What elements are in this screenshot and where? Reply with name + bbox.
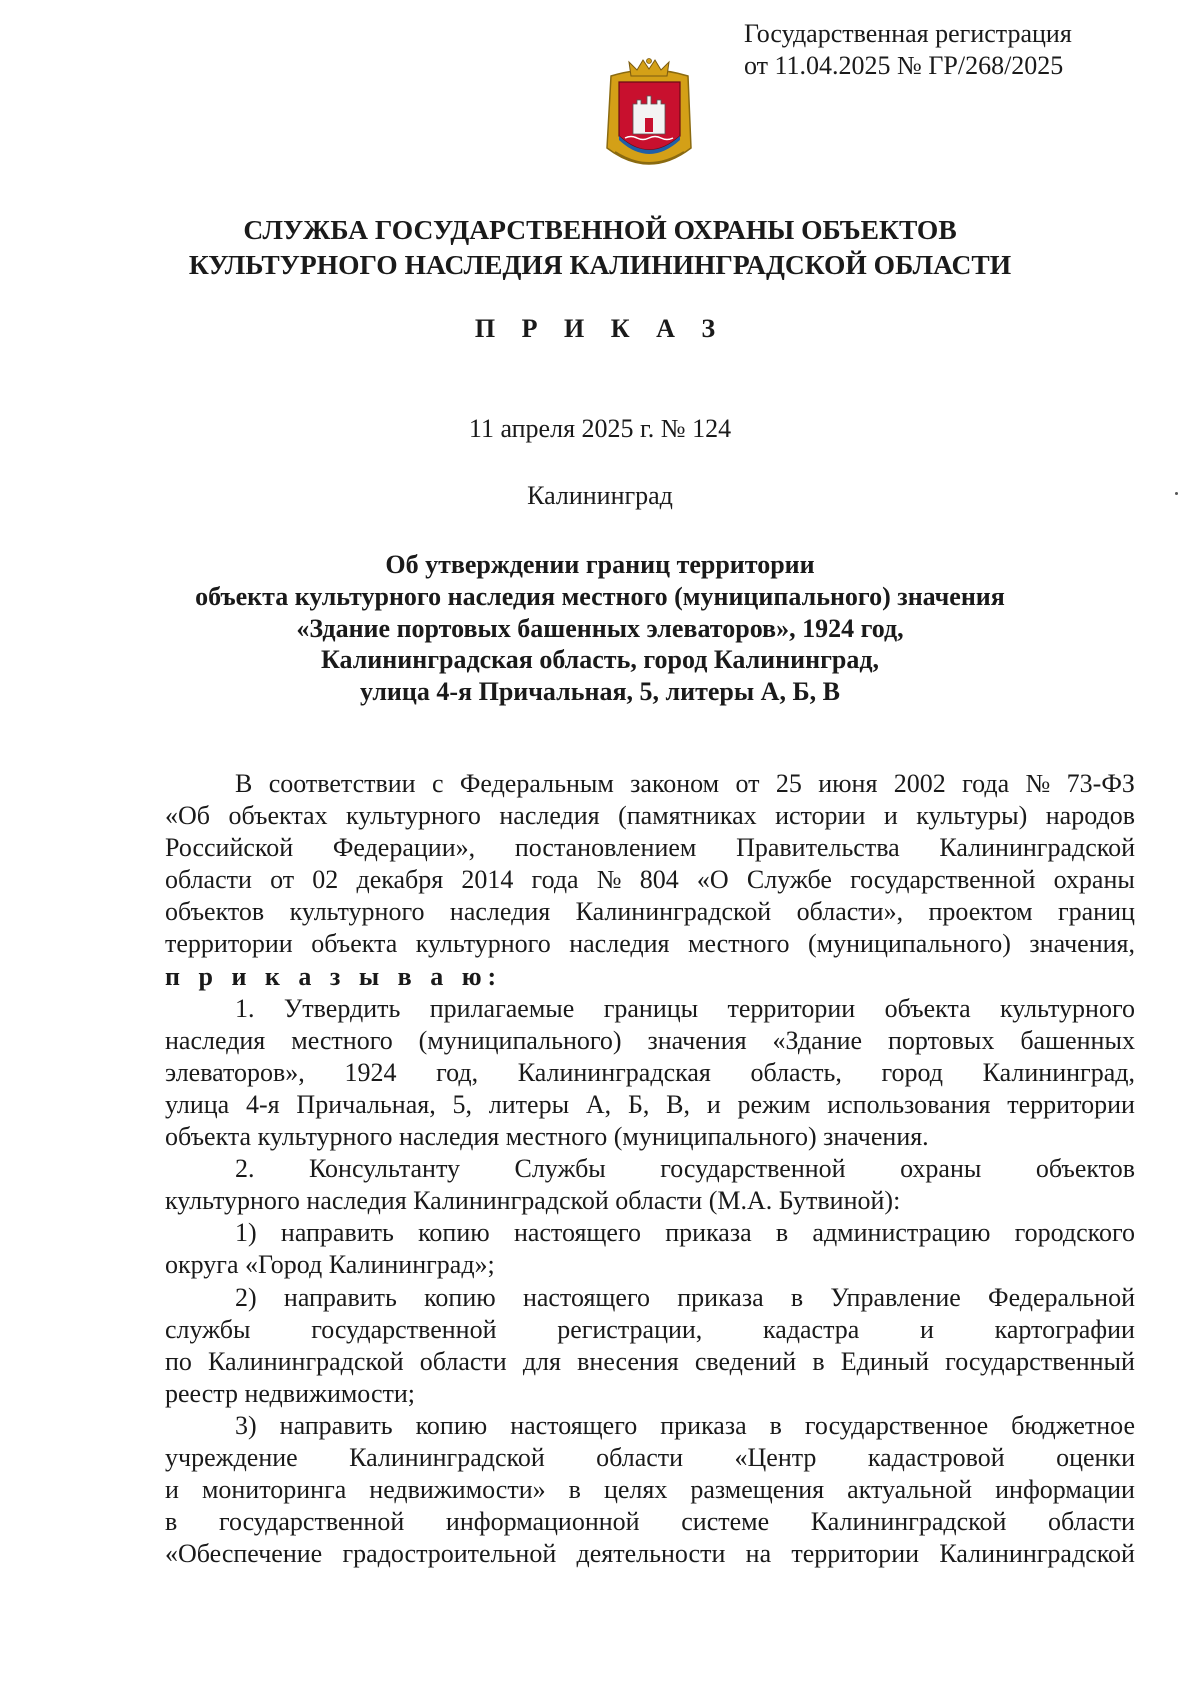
title-line: улица 4-я Причальная, 5, литеры А, Б, В [359, 677, 840, 707]
agency-line-1: СЛУЖБА ГОСУДАРСТВЕННОЙ ОХРАНЫ ОБЪЕКТОВ [243, 214, 957, 245]
order-city: Калининград [527, 481, 673, 510]
body-line: 1. Утвердить прилагаемые границы территории объекта культурного [235, 993, 1135, 1023]
body-line: реестр недвижимости; [165, 1378, 415, 1408]
body-line: 3) направить копию настоящего приказа в государственное бюджетное [235, 1410, 1135, 1440]
body-line: территории объекта культурного наследия местного (муниципального) значения, [165, 929, 1135, 959]
title-line: объекта культурного наследия местного (муниципального) значения [195, 581, 1005, 611]
order-title [100, 549, 1100, 708]
agency-name [100, 212, 1100, 282]
document-type-heading: П Р И К А З [474, 314, 726, 343]
body-line: учреждение Калининградской области «Центр кадастровой оценки [165, 1442, 1135, 1472]
agency-line-2: КУЛЬТУРНОГО НАСЛЕДИЯ КАЛИНИНГРАДСКОЙ ОБЛАСТИ [188, 249, 1012, 280]
decree-line [165, 961, 1135, 993]
body-line: Российской Федерации», постановлением Правительства Калининградской [165, 833, 1135, 863]
body-line: «Об объектах культурного наследия (памятниках истории и культуры) народов [165, 801, 1135, 831]
body-line: наследия местного (муниципального) значения «Здание портовых башенных [165, 1025, 1135, 1055]
coat-of-arms-icon [601, 56, 698, 177]
title-line: Калининградская область, город Калининград, [320, 645, 880, 675]
body-line: 1) направить копию настоящего приказа в администрацию городского [235, 1218, 1135, 1248]
body-line: объекта культурного наследия местного (муниципального) значения. [165, 1122, 929, 1152]
body-line: 2) направить копию настоящего приказа в Управление Федеральной [235, 1282, 1135, 1312]
body-line: культурного наследия Калининградской области (М.А. Бутвиной): [165, 1186, 901, 1216]
body-line: элеваторов», 1924 год, Калининградская область, город Калининград, [165, 1057, 1135, 1087]
state-registration-stamp [744, 18, 1164, 82]
title-line: Об утверждении границ территории [385, 550, 815, 579]
body-line: объектов культурного наследия Калининградской области», проектом границ [165, 897, 1135, 927]
decree-word: п р и к а з ы в а ю: [165, 961, 503, 991]
body-line: области от 02 декабря 2014 года № 804 «О Службе государственной охраны [165, 865, 1135, 895]
scan-speck [1175, 492, 1178, 495]
title-line: «Здание портовых башенных элеваторов», 1924 год, [296, 613, 904, 643]
body-line: службы государственной регистрации, кадастра и картографии [165, 1314, 1135, 1344]
body-line: по Калининградской области для внесения сведений в Единый государственный [165, 1346, 1135, 1376]
body-line: улица 4-я Причальная, 5, литеры А, Б, В, и режим использования территории [165, 1089, 1135, 1119]
body-line: в государственной информационной системе Калининградской области [165, 1507, 1135, 1537]
registration-line-1: Государственная регистрация [744, 19, 1072, 48]
body-line: и мониторинга недвижимости» в целях размещения актуальной информации [165, 1475, 1135, 1505]
body-line: В соответствии с Федеральным законом от 25 июня 2002 года № 73-ФЗ [235, 769, 1135, 798]
body-line: «Обеспечение градостроительной деятельности на территории Калининградской [165, 1539, 1135, 1569]
body-line: округа «Город Калининград»; [165, 1250, 495, 1280]
order-body [165, 768, 1135, 1570]
order-date-number: 11 апреля 2025 г. № 124 [468, 414, 732, 443]
registration-line-2: от 11.04.2025 № ГР/268/2025 [744, 51, 1064, 80]
body-line: 2. Консультанту Службы государственной охраны объектов [235, 1154, 1135, 1184]
